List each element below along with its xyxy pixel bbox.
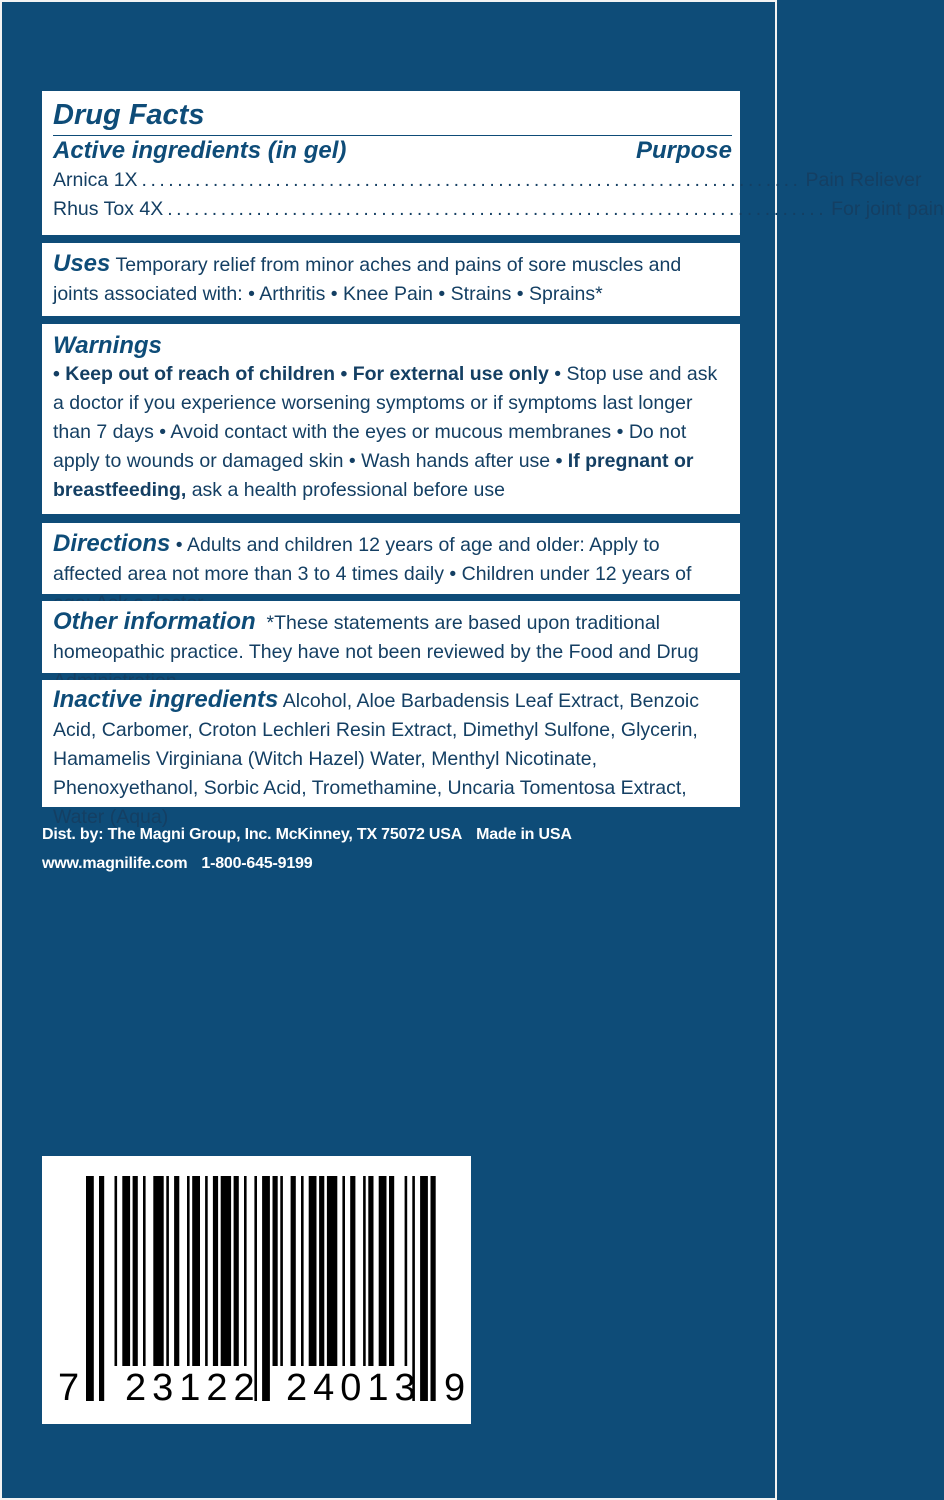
barcode-bar — [221, 1176, 231, 1366]
barcode-bar — [99, 1176, 104, 1401]
other-information-box — [42, 601, 740, 673]
ingredient-purpose: For joint pain — [831, 198, 944, 220]
drug-facts-title: Drug Facts — [53, 99, 205, 131]
barcode-bar — [174, 1176, 179, 1366]
inactive-ingredients-text: Alcohol, Aloe Barbadensis Leaf Extract, Benzoic Acid, Carbomer, Croton Lechleri Resin Extract, Dimethyl Sulfone, Glycerin, Hamamelis Virginiana (Witch Hazel) Water, Menthyl Nicotinate, Phenoxyethanol, Sorbic Acid, Tromethamine, Uncaria Tomentosa Extract, Water (Aqua) — [53, 690, 699, 828]
uses-text: Temporary relief from minor aches and pains of sore muscles and joints associated with: • Arthritis • Knee Pain • Strains • Sprains* — [53, 254, 682, 305]
ingredient-purpose: Pain Reliever — [805, 169, 922, 191]
barcode-bar — [301, 1176, 304, 1366]
active-ingredients-header: Active ingredients (in gel) — [53, 137, 347, 164]
leader-dots: .......................................................................... — [141, 169, 802, 191]
inactive-ingredients-box — [42, 680, 740, 828]
warnings-text-1: • Stop use and ask a doctor if you experience worsening symptoms or if symptoms last longer than 7 days • Avoid contact with the eyes or mucous membranes • Do not apply to wounds or damaged skin • Wash hands after use — [53, 363, 718, 472]
barcode-bar — [273, 1176, 278, 1366]
barcode-bar — [213, 1176, 218, 1366]
barcode-last-digit: 9 — [444, 1367, 466, 1409]
barcode-bar — [234, 1176, 239, 1366]
warnings-header: Warnings — [53, 332, 162, 359]
barcode-bar — [309, 1176, 317, 1366]
warnings-bold-1: • Keep out of reach of children • For external use only — [53, 363, 549, 385]
barcode-right-group: 24013 — [286, 1367, 422, 1409]
warnings-text — [53, 360, 732, 505]
barcode-bar — [262, 1176, 270, 1401]
leader-dots: .......................................................................... — [167, 198, 828, 220]
barcode-bar — [244, 1176, 247, 1366]
barcode-bar — [431, 1176, 436, 1401]
distributor-address: Dist. by: The Magni Group, Inc. McKinney, TX 75072 USA — [42, 826, 463, 843]
ingredient-name: Rhus Tox 4X — [53, 198, 164, 220]
barcode-bar — [133, 1176, 138, 1366]
other-information-header: Other information — [53, 608, 256, 635]
purpose-header: Purpose — [635, 137, 732, 164]
barcode-bar — [368, 1176, 373, 1366]
distributor-line — [42, 820, 572, 849]
ingredient-row — [53, 195, 944, 224]
barcode-bar — [86, 1176, 94, 1401]
warnings-text-2: ask a health professional before use — [186, 479, 505, 501]
barcode-bar — [363, 1176, 366, 1366]
barcode-bar — [342, 1176, 345, 1366]
barcode-bar — [153, 1176, 163, 1366]
uses-box — [42, 243, 740, 316]
directions-box — [42, 523, 740, 594]
barcode-bar — [379, 1176, 387, 1366]
inactive-ingredients-header: Inactive ingredients — [53, 686, 279, 713]
barcode-bar — [205, 1176, 208, 1366]
website: www.magnilife.com — [42, 855, 188, 872]
barcode-bar — [143, 1176, 146, 1366]
barcode-bar — [192, 1176, 200, 1366]
directions-header: Directions — [53, 530, 171, 557]
ingredient-name: Arnica 1X — [53, 169, 138, 191]
barcode-bar — [280, 1176, 283, 1366]
barcode-bar — [350, 1176, 355, 1366]
distributor-info — [42, 820, 572, 878]
barcode-first-digit: 7 — [58, 1367, 80, 1409]
barcode-bar — [122, 1176, 130, 1366]
uses-header: Uses — [53, 250, 111, 277]
made-in-usa: Made in USA — [476, 826, 572, 843]
warnings-bold-2: • If pregnant or breastfeeding, — [53, 450, 694, 501]
barcode-bar — [291, 1176, 296, 1366]
barcode-bar — [319, 1176, 324, 1366]
warnings-box — [42, 324, 740, 514]
phone-number: 1-800-645-9199 — [201, 855, 313, 872]
barcode — [42, 1156, 471, 1424]
contact-line — [42, 849, 572, 878]
other-information-text: *These statements are based upon traditional homeopathic practice. They have not been reviewed by the Food and Drug — [53, 612, 699, 663]
barcode-left-group: 23122 — [125, 1367, 261, 1409]
active-ingredients-header-row — [53, 136, 732, 166]
barcode-bar — [405, 1176, 408, 1366]
barcode-bar — [389, 1176, 394, 1366]
barcode-bar — [187, 1176, 190, 1366]
barcode-bar — [166, 1176, 169, 1366]
barcode-bar — [115, 1176, 118, 1366]
ingredient-row — [53, 166, 922, 195]
drug-facts-box — [42, 91, 944, 235]
barcode-bar — [327, 1176, 337, 1366]
directions-text: • Adults and children 12 years of age and older: Apply to affected area not more than 3 to 4 times daily • Children under 12 years of — [53, 534, 692, 585]
